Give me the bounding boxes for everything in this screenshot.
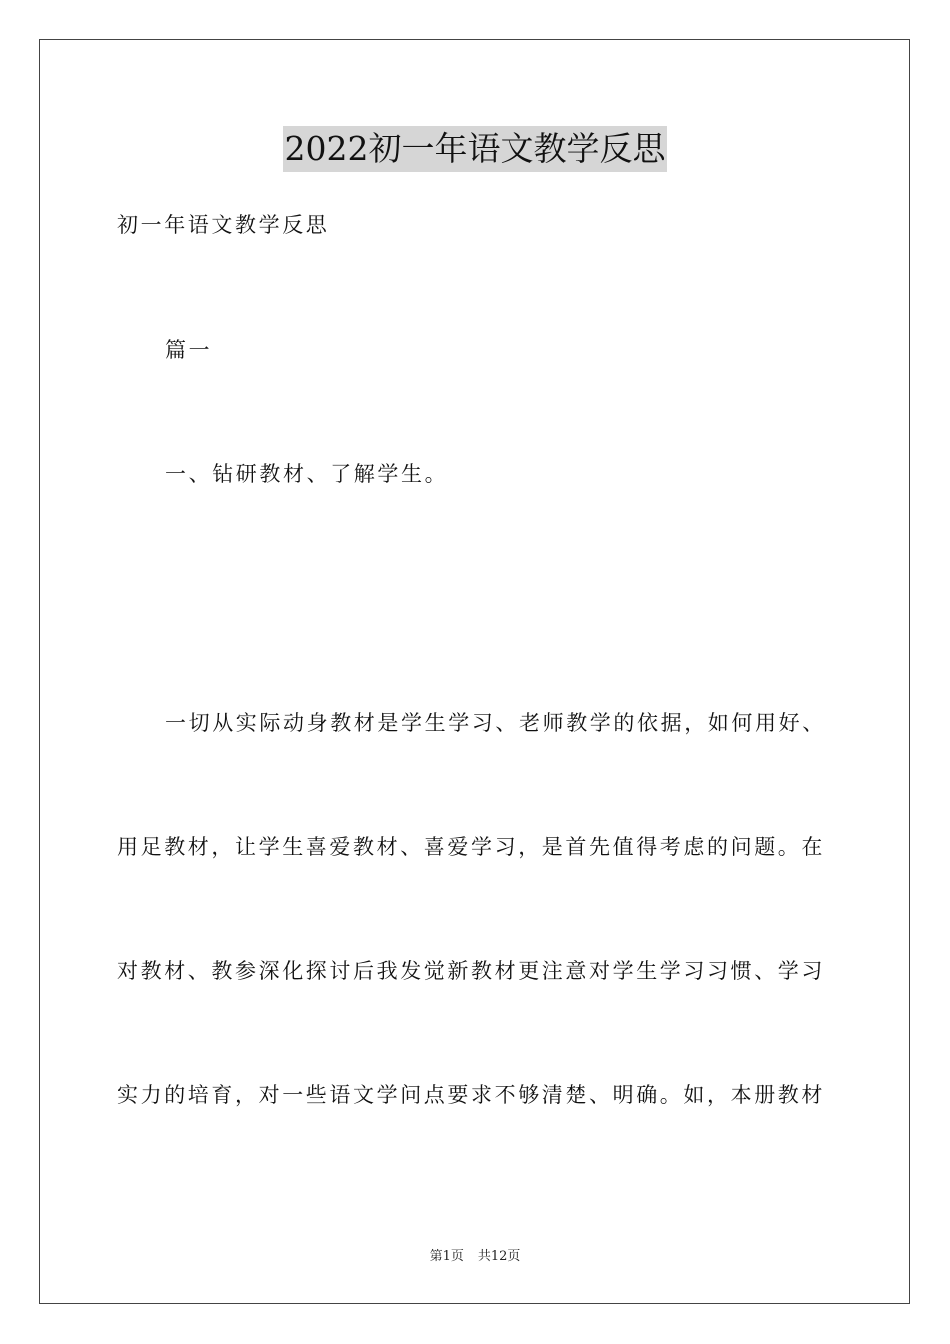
section-heading: 一、钻研教材、了解学生。 xyxy=(165,462,449,486)
paragraph-line: 一切从实际动身教材是学生学习、老师教学的依据，如何用好、 xyxy=(165,711,826,735)
document-title: 2022初一年语文教学反思 xyxy=(283,126,668,172)
page-number-total: 共12页 xyxy=(477,1249,521,1264)
title-container xyxy=(0,126,950,172)
page-number-current: 第1页 xyxy=(429,1249,464,1264)
document-subtitle: 初一年语文教学反思 xyxy=(117,213,330,237)
paragraph-line: 实力的培育，对一些语文学问点要求不够清楚、明确。如，本册教材 xyxy=(117,1083,825,1107)
page-footer xyxy=(0,1248,950,1266)
section-label: 篇一 xyxy=(165,338,213,362)
paragraph-line: 用足教材，让学生喜爱教材、喜爱学习，是首先值得考虑的问题。在 xyxy=(117,835,825,859)
paragraph-line: 对教材、教参深化探讨后我发觉新教材更注意对学生学习习惯、学习 xyxy=(117,959,825,983)
